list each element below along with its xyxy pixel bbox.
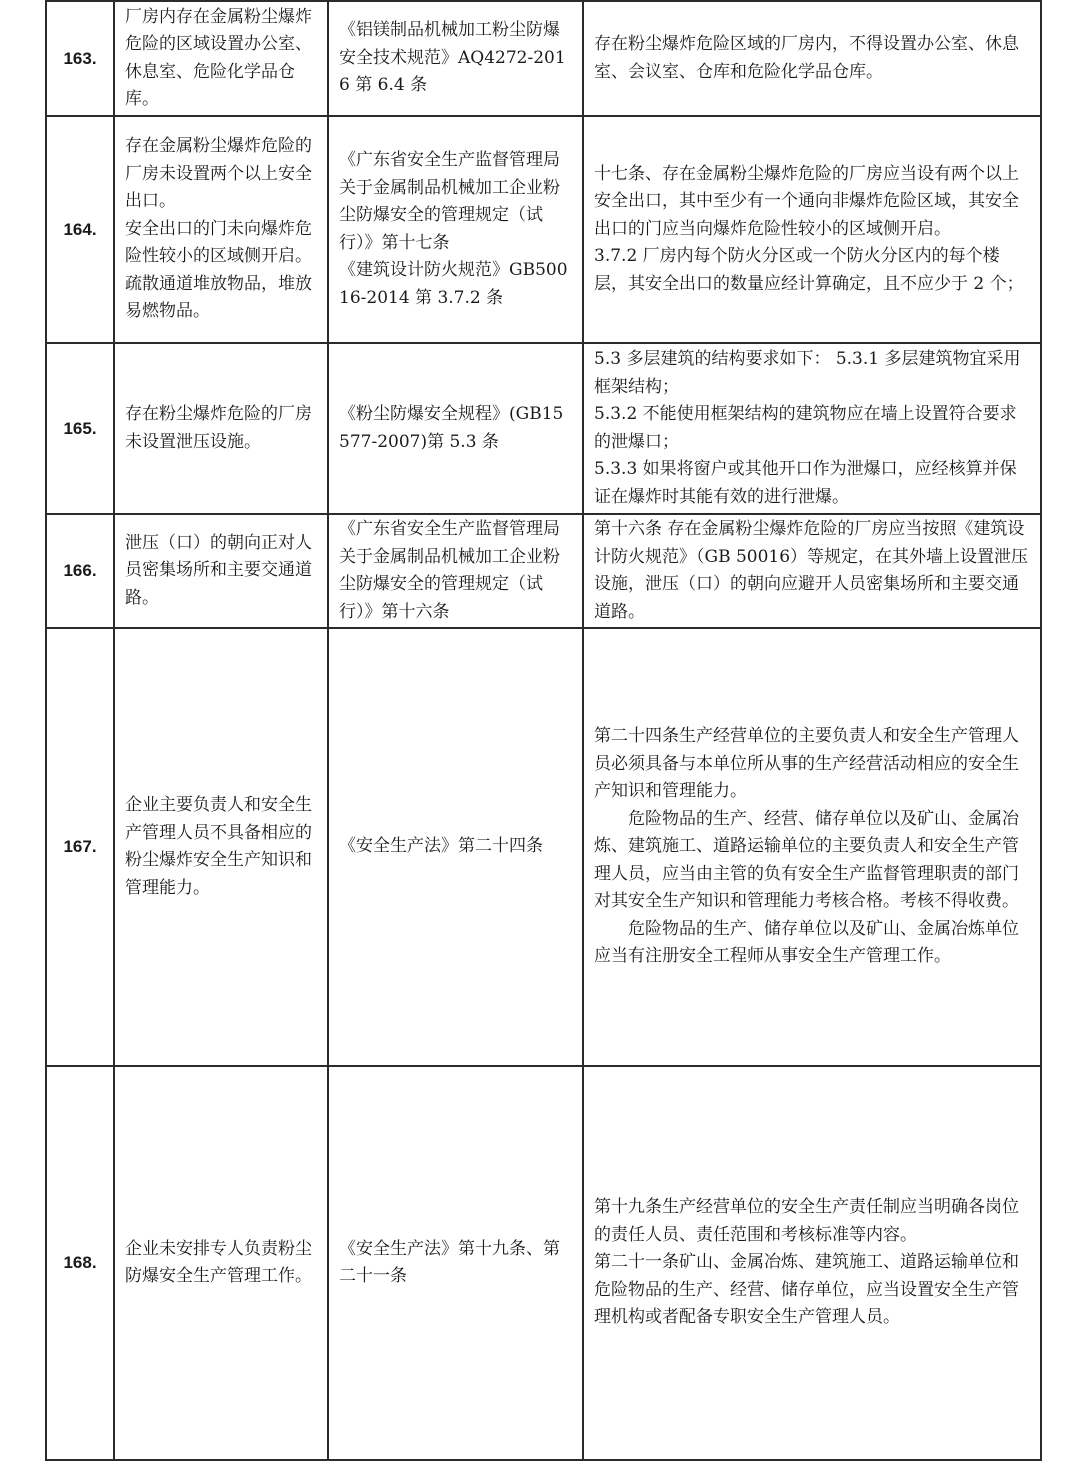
- basis-cell: [328, 514, 583, 628]
- issue-cell: [114, 343, 328, 514]
- row-number: 165.: [46, 343, 114, 514]
- issue-text: 企业主要负责人和安全生产管理人员不具备相应的粉尘爆炸安全生产知识和管理能力。: [125, 795, 312, 898]
- requirement-text: 第十六条 存在金属粉尘爆炸危险的厂房应当按照《建筑设计防火规范》（GB 50016）等规定，在其外墙上设置泄压设施，泄压（口）的朝向应避开人员密集场所和主要交通道路。: [594, 519, 1029, 622]
- requirement-text: 3.7.2 厂房内每个防火分区或一个防火分区内的每个楼层，其安全出口的数量应经计算确定，且不应少于 2 个；: [594, 246, 1024, 294]
- requirement-text: 第二十四条生产经营单位的主要负责人和安全生产管理人员必须具备与本单位所从事的生产经营活动相应的安全生产知识和管理能力。: [594, 726, 1019, 802]
- basis-text: 《建筑设计防火规范》GB50016-2014 第 3.7.2 条: [339, 260, 568, 308]
- requirement-cell: [583, 1066, 1041, 1460]
- row-number: 164.: [46, 116, 114, 343]
- requirement-text: 危险物品的生产、储存单位以及矿山、金属冶炼单位应当有注册安全工程师从事安全生产管理工作。: [594, 918, 1019, 967]
- issue-text: 存在金属粉尘爆炸危险的厂房未设置两个以上安全出口。: [125, 136, 312, 212]
- requirement-cell: [583, 116, 1041, 343]
- requirement-text: 第十九条生产经营单位的安全生产责任制应当明确各岗位的责任人员、责任范围和考核标准等内容。: [594, 1197, 1019, 1245]
- table-row: [46, 514, 1041, 628]
- issue-cell: [114, 116, 328, 343]
- requirement-cell: [583, 628, 1041, 1066]
- requirement-text: 第二十一条矿山、金属冶炼、建筑施工、道路运输单位和危险物品的生产、经营、储存单位，应当设置安全生产管理机构或者配备专职安全生产管理人员。: [594, 1252, 1019, 1328]
- basis-cell: [328, 116, 583, 343]
- requirement-text: 十七条、存在金属粉尘爆炸危险的厂房应当设有两个以上安全出口，其中至少有一个通向非爆炸危险区域，其安全出口的门应当向爆炸危险性较小的区域侧开启。: [594, 163, 1019, 239]
- table-row: [46, 628, 1041, 1066]
- basis-cell: [328, 343, 583, 514]
- requirement-text: 5.3 多层建筑的结构要求如下： 5.3.1 多层建筑物宜采用框架结构；: [594, 349, 1021, 397]
- requirement-text: 5.3.2 不能使用框架结构的建筑物应在墙上设置符合要求的泄爆口；: [594, 404, 1017, 452]
- requirement-cell: [583, 514, 1041, 628]
- basis-cell: [328, 628, 583, 1066]
- requirement-text: 5.3.3 如果将窗户或其他开口作为泄爆口，应经核算并保证在爆炸时其能有效的进行泄爆。: [594, 459, 1017, 507]
- row-number: 166.: [46, 514, 114, 628]
- requirement-text: 危险物品的生产、经营、储存单位以及矿山、金属冶炼、建筑施工、道路运输单位的主要负责人和安全生产管理人员，应当由主管的负有安全生产监督管理职责的部门对其安全生产知识和管理能力考核合格。考核不得收费。: [594, 808, 1019, 912]
- issue-text: 疏散通道堆放物品，堆放易燃物品。: [125, 273, 312, 322]
- basis-cell: [328, 1066, 583, 1460]
- row-number: 163.: [46, 1, 114, 116]
- basis-text: 《安全生产法》第二十四条: [339, 836, 543, 857]
- issue-text: 泄压（口）的朝向正对人员密集场所和主要交通道路。: [125, 532, 312, 608]
- issue-cell: [114, 1, 328, 116]
- basis-text: 《广东省安全生产监督管理局关于金属制品机械加工企业粉尘防爆安全的管理规定（试行）》第十七条: [339, 150, 560, 253]
- requirement-cell: [583, 1, 1041, 116]
- basis-text: 《安全生产法》第十九条、第二十一条: [339, 1238, 560, 1286]
- issue-cell: [114, 514, 328, 628]
- issue-text: 存在粉尘爆炸危险的厂房未设置泄压设施。: [125, 404, 312, 452]
- issue-cell: [114, 1066, 328, 1460]
- requirement-text: 存在粉尘爆炸危险区域的厂房内，不得设置办公室、休息室、会议室、仓库和危险化学品仓库。: [594, 34, 1019, 82]
- issue-cell: [114, 628, 328, 1066]
- table-row: [46, 1066, 1041, 1460]
- issue-text: 企业未安排专人负责粉尘防爆安全生产管理工作。: [125, 1238, 312, 1286]
- basis-text: 《铝镁制品机械加工粉尘防爆安全技术规范》AQ4272-2016 第 6.4 条: [339, 20, 566, 96]
- basis-cell: [328, 1, 583, 116]
- row-number: 168.: [46, 1066, 114, 1460]
- table-row: [46, 116, 1041, 343]
- requirement-cell: [583, 343, 1041, 514]
- basis-text: 《粉尘防爆安全规程》(GB15577-2007)第 5.3 条: [339, 404, 564, 452]
- table-row: [46, 1, 1041, 116]
- regulation-table: [45, 0, 1042, 1461]
- basis-text: 《广东省安全生产监督管理局关于金属制品机械加工企业粉尘防爆安全的管理规定（试行）》第十六条: [339, 519, 560, 622]
- issue-text: 厂房内存在金属粉尘爆炸危险的区域设置办公室、休息室、危险化学品仓库。: [125, 6, 312, 109]
- issue-text: 安全出口的门未向爆炸危险性较小的区域侧开启。: [125, 218, 312, 267]
- table-row: [46, 343, 1041, 514]
- row-number: 167.: [46, 628, 114, 1066]
